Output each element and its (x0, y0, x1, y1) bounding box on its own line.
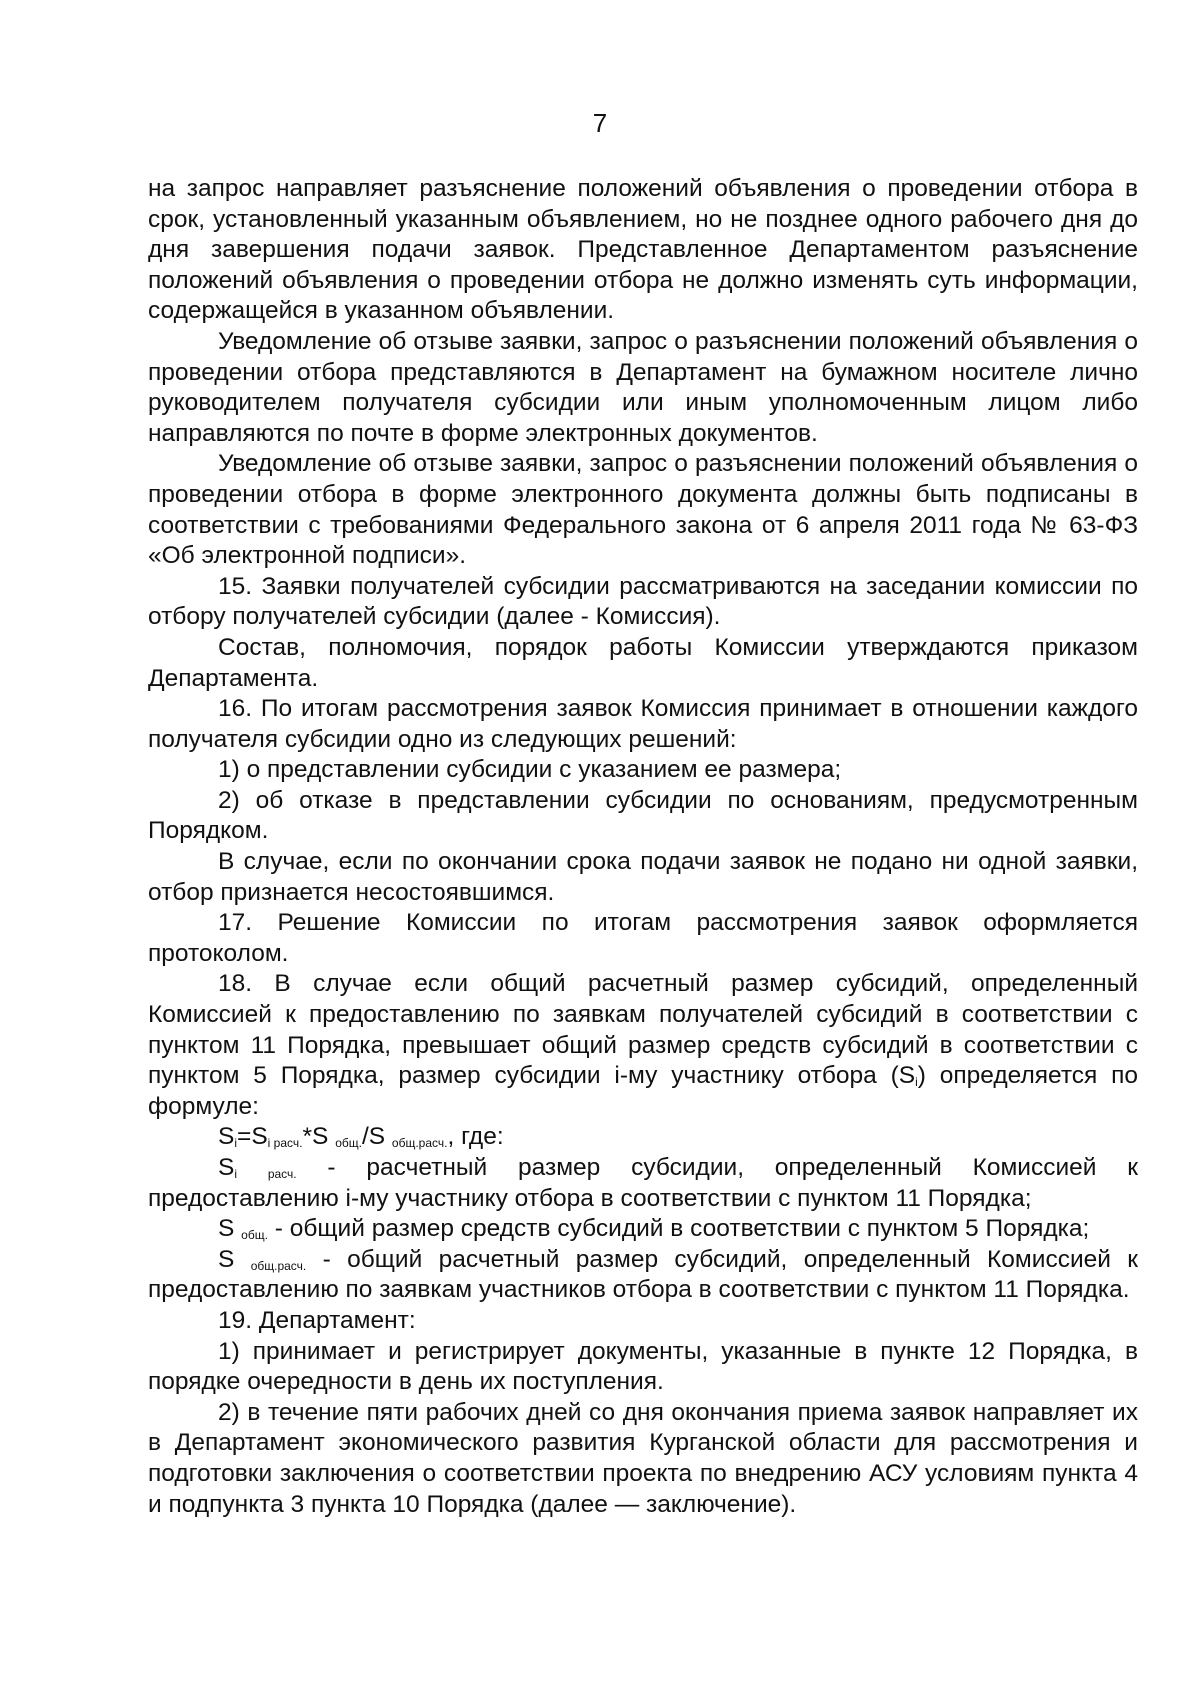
paragraph: 1) о представлении субсидии с указанием ее размера; (218, 756, 842, 784)
paragraph-18 (148, 969, 1138, 1122)
page-number: 7 (592, 108, 608, 138)
paragraph: 16. По итогам рассмотрения заявок Комиссия принимает в отношении каждого получателя субсидии одно из следующих решений: (148, 695, 1138, 753)
paragraph-18-text: 18. В случае если общий расчетный размер субсидий, определенный Комиссией к предоставлению по заявкам получателей субсидий в соответствии с пунктом 11 Порядка, превышает общий размер средств субсидий в соответствии с пунктом 5 Порядка, размер субсидии i-му участнику отбора (S (148, 970, 1138, 1090)
formula: $S_i=S_{i расч.}*S$ $_{общ.}$/S $_{общ.расч.}$, где: (218, 1123, 504, 1151)
paragraph: Уведомление об отзыве заявки, запрос о разъяснении положений объявления о проведении отбора в форме электронного документа должны быть подписаны в соответствии с требованиями Федерального закона от 6 апреля 2011 года № 63-ФЗ «Об электронной подписи». (148, 450, 1138, 570)
definition-s-i-rasch: $S_i$ $_{расч.}$ - расчетный размер субсидии, определенный Комиссией к предоставлению i-му участнику отбора в соответствии с пунктом 11 Порядка; (148, 1154, 1138, 1212)
paragraph: 15. Заявки получателей субсидии рассматриваются на заседании комиссии по отбору получателей субсидии (далее - Комиссия). (148, 572, 1138, 631)
paragraph: В случае, если по окончании срока подачи заявок не подано ни одной заявки, отбор признается несостоявшимся. (148, 848, 1138, 906)
definition-s-obsch: S $_{общ.}$ - общий размер средств субсидий в соответствии с пунктом 5 Порядка; (218, 1215, 1090, 1243)
paragraph: 1) принимает и регистрирует документы, указанные в пункте 12 Порядка, в порядке очередности в день их поступления. (148, 1337, 1138, 1396)
paragraph-18-tail: ) определяется по формуле: (148, 1062, 1139, 1120)
subscript: i (915, 1075, 918, 1090)
paragraph: Состав, полномочия, порядок работы Комиссии утверждаются приказом Департамента. (148, 633, 1138, 692)
paragraph: Уведомление об отзыве заявки, запрос о разъяснении положений объявления о проведении отбора представляются в Департамент на бумажном носителе лично руководителем получателя субсидии или иным уполномоченным лицом либо направляются по почте в форме электронных документов. (148, 327, 1138, 447)
paragraph: на запрос направляет разъяснение положений объявления о проведении отбора в срок, установленный указанным объявлением, но не позднее одного рабочего дня до дня завершения подачи заявок. Представленное Департаментом разъяснение положений объявления о проведении отбора не должно изменять суть информации, содержащейся в указанном объявлении. (148, 175, 1138, 325)
document-body (148, 174, 1138, 1520)
paragraph: 2) в течение пяти рабочих дней со дня окончания приема заявок направляет их в Департамент экономического развития Курганской области для рассмотрения и подготовки заключения о соответствии проекта по внедрению АСУ условиям пункта 4 и подпункта 3 пункта 10 Порядка (далее — заключение). (148, 1398, 1138, 1518)
definition-s-obsch-rasch: S $_{общ.расч.}$ - общий расчетный размер субсидий, определенный Комиссией к предоставлению по заявкам участников отбора в соответствии с пунктом 11 Порядка. (148, 1245, 1139, 1304)
paragraph: 17. Решение Комиссии по итогам рассмотрения заявок оформляется протоколом. (148, 909, 1138, 967)
paragraph: 19. Департамент: (218, 1306, 416, 1334)
paragraph: 2) об отказе в представлении субсидии по основаниям, предусмотренным Порядком. (148, 786, 1138, 845)
